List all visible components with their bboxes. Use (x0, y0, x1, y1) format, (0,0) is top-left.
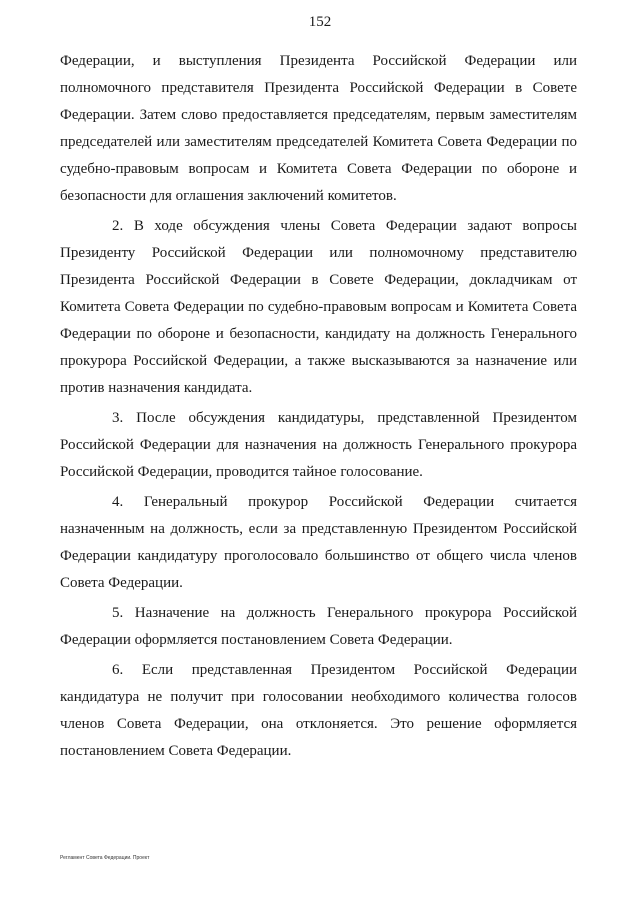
page-number: 152 (308, 14, 332, 30)
paragraph-item-5: 5. Назначение на должность Генерального прокурора Российской Федерации оформляется постановлением Совета Федерации. (60, 605, 577, 648)
paragraph-item-3: 3. После обсуждения кандидатуры, представленной Президентом Российской Федерации для назначения на должность Генерального прокурора Российской Федерации, проводится тайное голосование. (60, 410, 577, 480)
document-body (60, 48, 577, 768)
paragraph-item-2: 2. В ходе обсуждения члены Совета Федерации задают вопросы Президенту Российской Федерации или полномочному представителю Президента Российской Федерации в Совете Федерации, докладчикам от Комитета Совета Федерации по судебно-правовым вопросам и Комитета Совета Федерации по обороне и безопасности, кандидату на должность Генерального прокурора Российской Федерации, а также высказываются за назначение или против назначения кандидата. (60, 218, 577, 396)
paragraph-continuation: Федерации, и выступления Президента Российской Федерации или полномочного представителя Президента Российской Федерации в Совете Федерации. Затем слово предоставляется председателям, первым заместителям председателей или заместителям председателей Комитета Совета Федерации по судебно-правовым вопросам и Комитета Совета Федерации по обороне и безопасности для оглашения заключений комитетов. (60, 53, 577, 204)
paragraph-item-6: 6. Если представленная Президентом Российской Федерации кандидатура не получит при голосовании необходимого количества голосов членов Совета Федерации, она отклоняется. Это решение оформляется постановлением Совета Федерации. (60, 662, 577, 759)
document-footer: Регламент Совета Федерации. Проект (60, 855, 150, 861)
paragraph-item-4: 4. Генеральный прокурор Российской Федерации считается назначенным на должность, если за представленную Президентом Российской Федерации кандидатуру проголосовало большинство от общего числа членов Совета Федерации. (60, 494, 577, 591)
